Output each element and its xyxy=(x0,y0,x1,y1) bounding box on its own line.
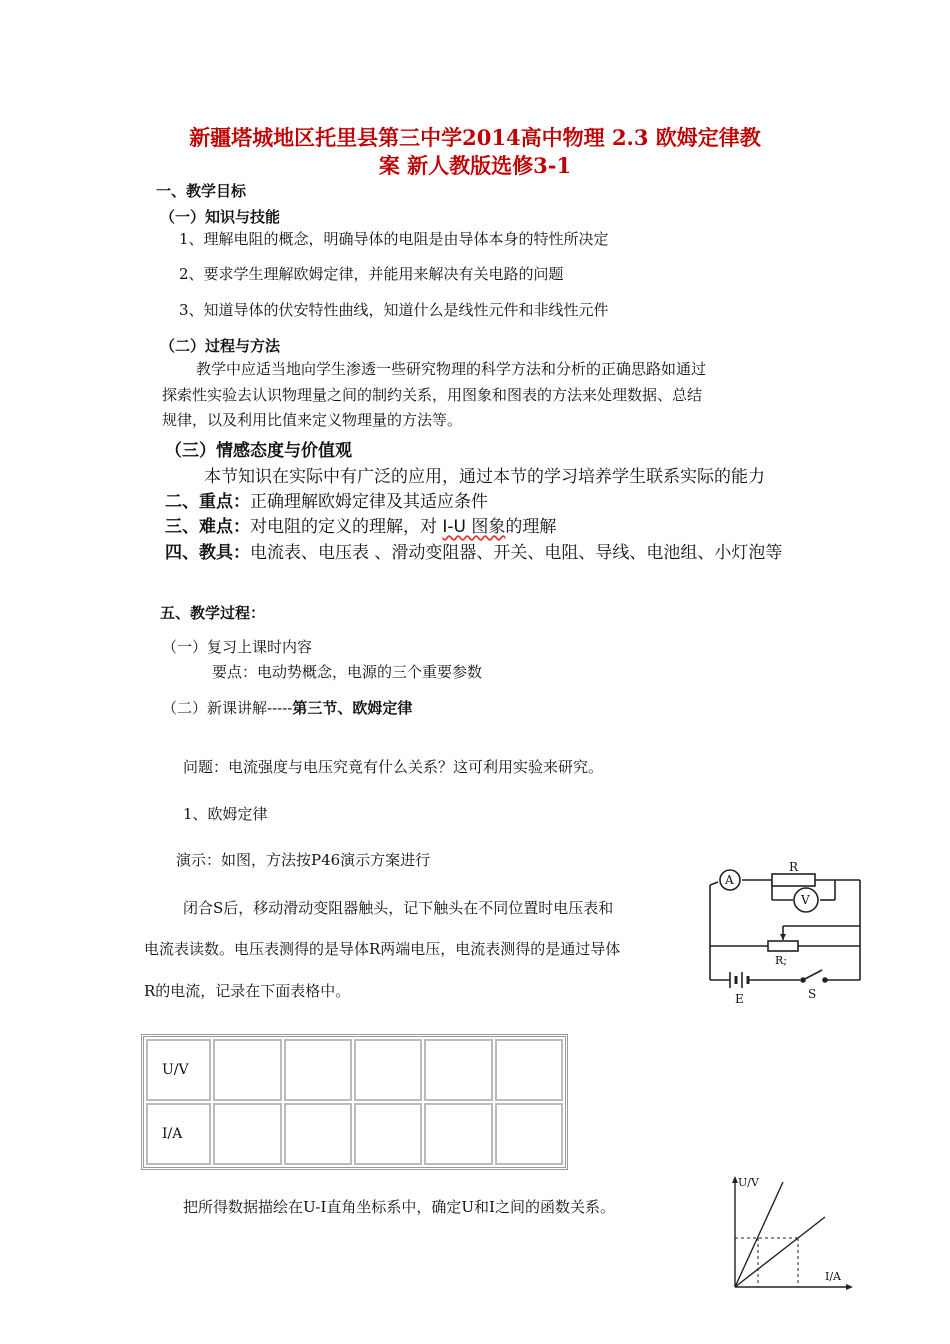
method-para-line1: 教学中应适当地向学生渗透一些研究物理的科学方法和分析的正确思路如通过 xyxy=(196,360,707,378)
document-title-line2: 案 新人教版选修3-1 xyxy=(378,153,572,178)
table-cell xyxy=(354,1103,422,1165)
steep-line xyxy=(735,1182,783,1287)
table-cell xyxy=(284,1039,352,1101)
subsection-method: （二）过程与方法 xyxy=(160,337,281,355)
procedure-line2: 电流表读数。电压表测得的是导体R两端电压，电流表测得的是通过导体 xyxy=(144,940,621,958)
switch-label: S xyxy=(808,987,817,1001)
difficulty-text-a: 对电阻的定义的理解，对 xyxy=(250,517,443,537)
new-lesson-title: 第三节、欧姆定律 xyxy=(292,699,413,717)
ui-graph xyxy=(725,1172,855,1292)
battery-label: E xyxy=(735,992,744,1005)
ohms-law-item: 1、欧姆定律 xyxy=(183,805,268,823)
voltmeter-label: V xyxy=(801,893,810,907)
subsection-attitude: （三）情感态度与价值观 xyxy=(165,441,352,461)
table-row-label-current: I/A xyxy=(146,1103,211,1165)
battery-icon xyxy=(730,972,748,988)
section5-heading: 五、教学过程： xyxy=(160,604,266,622)
equipment-line xyxy=(165,538,782,563)
objective-item-3: 3、知道导体的伏安特性曲线，知道什么是线性元件和非线性元件 xyxy=(179,301,609,319)
difficulty-label: 三、难点： xyxy=(165,517,250,537)
review-points: 要点：电动势概念，电源的三个重要参数 xyxy=(212,663,483,681)
key-point-text: 正确理解欧姆定律及其适应条件 xyxy=(250,492,488,512)
difficulty-text-c: 的理解 xyxy=(505,517,557,537)
resistor-label: R xyxy=(789,860,799,874)
new-lesson-line xyxy=(162,697,412,718)
table-cell xyxy=(424,1103,492,1165)
key-point-label: 二、重点： xyxy=(165,492,250,512)
objective-item-1: 1、理解电阻的概念，明确导体的电阻是由导体本身的特性所决定 xyxy=(179,230,609,248)
equipment-text: 电流表、电压表 、滑动变阻器、开关、电阻、导线、电池组、小灯泡等 xyxy=(250,543,783,563)
equipment-label: 四、教具： xyxy=(165,543,250,563)
table-cell xyxy=(284,1103,352,1165)
procedure-line1: 闭合S后，移动滑动变阻器触头，记下触头在不同位置时电压表和 xyxy=(183,899,614,917)
difficulty-text-b: I-U 图象 xyxy=(442,517,506,537)
key-point-line xyxy=(165,487,488,512)
x-axis-label: I/A xyxy=(825,1270,841,1283)
demo-text: 演示：如图，方法按P46演示方案进行 xyxy=(176,851,431,869)
switch-icon xyxy=(801,970,827,982)
table-cell xyxy=(213,1039,281,1101)
plot-instruction: 把所得数据描绘在U-I直角坐标系中，确定U和I之间的函数关系。 xyxy=(183,1198,615,1216)
section1-heading: 一、教学目标 xyxy=(156,182,247,200)
x-axis-arrow-icon xyxy=(846,1284,853,1290)
rheostat-icon xyxy=(768,941,798,951)
table-row-label-voltage: U/V xyxy=(146,1039,211,1101)
difficulty-line xyxy=(165,512,556,537)
table-cell xyxy=(495,1039,563,1101)
circuit-diagram xyxy=(700,860,870,1005)
question-text: 问题：电流强度与电压究竟有什么关系？这可利用实验来研究。 xyxy=(183,758,604,776)
document-title-line1: 新疆塔城地区托里县第三中学2014高中物理 2.3 欧姆定律教 xyxy=(189,125,761,150)
table-row xyxy=(146,1039,563,1101)
resistor-icon xyxy=(772,874,815,886)
review-heading: （一）复习上课时内容 xyxy=(162,638,313,656)
attitude-text: 本节知识在实际中有广泛的应用，通过本节的学习培养学生联系实际的能力 xyxy=(204,467,765,487)
procedure-line3: R的电流，记录在下面表格中。 xyxy=(144,982,351,1000)
ammeter-label: A xyxy=(725,873,734,887)
y-axis-label: U/V xyxy=(738,1176,759,1189)
method-para-line2: 探索性实验去认识物理量之间的制约关系，用图象和图表的方法来处理数据、总结 xyxy=(162,386,703,404)
method-para-line3: 规律，以及利用比值来定义物理量的方法等。 xyxy=(162,411,463,429)
table-cell xyxy=(424,1039,492,1101)
table-cell xyxy=(354,1039,422,1101)
objective-item-2: 2、要求学生理解欧姆定律，并能用来解决有关电路的问题 xyxy=(179,265,564,283)
rheostat-label: R; xyxy=(775,954,787,967)
rheostat-slider-icon xyxy=(780,934,786,940)
table-cell xyxy=(213,1103,281,1165)
subsection-knowledge: （一）知识与技能 xyxy=(160,208,281,226)
table-row xyxy=(146,1103,563,1165)
table-cell xyxy=(495,1103,563,1165)
data-table xyxy=(141,1034,568,1170)
new-lesson-label: （二）新课讲解----- xyxy=(162,699,293,717)
shallow-line xyxy=(735,1217,825,1287)
